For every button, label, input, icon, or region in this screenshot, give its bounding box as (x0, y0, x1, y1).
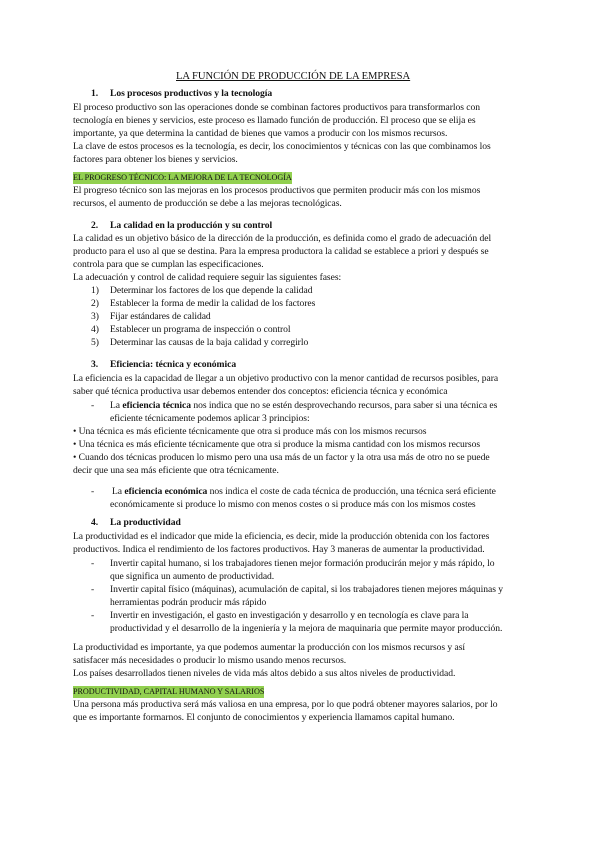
text-run: nos indica que no se estén desprovechando recursos, para saber si una técnica es (191, 400, 498, 411)
efficiency-technical-line (110, 400, 497, 412)
section-3-number: 3. (91, 359, 99, 370)
paragraph-line: saber qué técnica productiva usar debemos entender dos conceptos: eficiencia técnica y económica (73, 386, 448, 397)
paragraph-line: factores para obtener los bienes y servicios. (73, 154, 238, 165)
paragraph-line: recursos, el aumento de producción se debe a las mejoras tecnológicas. (73, 198, 342, 209)
phase-number: 1) (91, 285, 99, 296)
paragraph-line: económicamente si produce lo mismo con menos costes o si produce más con los mismos costes (110, 499, 476, 510)
paragraph-line: El progreso técnico son las mejoras en los procesos productivos que permiten producir más con los mismos (73, 185, 481, 196)
section-3-heading: Eficiencia: técnica y económica (110, 359, 237, 370)
productivity-item: Invertir capital humano, si los trabajadores tienen mejor formación producirán mejor y más rápido, lo (110, 558, 495, 569)
paragraph-line: La clave de estos procesos es la tecnología, es decir, los conocimientos y técnicas con las que combinamos los (73, 141, 491, 152)
phase-number: 2) (91, 298, 99, 309)
paragraph-line: que es importante formarnos. El conjunto de conocimientos y experiencia llamamos capital humano. (73, 712, 455, 723)
efficiency-economic-line (112, 486, 496, 498)
bullet-line: decir que una sea más eficiente que otra técnicamente. (73, 465, 279, 476)
page-title: LA FUNCIÓN DE PRODUCCIÓN DE LA EMPRESA (176, 71, 411, 82)
phase-item: Establecer un programa de inspección o control (110, 324, 291, 335)
paragraph-line: eficiente técnicamente podemos aplicar 3 principios: (110, 413, 310, 424)
paragraph-line: La productividad es el indicador que mide la eficiencia, es decir, mide la producción obtenida con los factores (73, 531, 490, 542)
bullet-line: • Una técnica es más eficiente técnicamente que otra si produce más con los mismos recursos (73, 426, 427, 437)
bullet-line: • Una técnica es más eficiente técnicamente que otra si produce la misma cantidad con los mismos recursos (73, 439, 481, 450)
phase-item: Establecer la forma de medir la calidad de los factores (110, 298, 316, 309)
highlight-heading-productividad: PRODUCTIVIDAD, CAPITAL HUMANO Y SALARIOS (73, 686, 264, 698)
section-2-heading: La calidad en la producción y su control (110, 220, 273, 231)
list-dash: - (91, 400, 95, 411)
phase-number: 3) (91, 311, 99, 322)
productivity-item: Invertir en investigación, el gasto en investigación y desarrollo y en tecnología es clave para la (110, 610, 469, 621)
paragraph-line: El proceso productivo son las operaciones donde se combinan factores productivos para transformarlos con (73, 102, 480, 113)
term-eficiencia-economica: eficiencia económica (124, 486, 208, 497)
text-run: nos indica el coste de cada técnica de producción, una técnica será eficiente (207, 486, 496, 497)
section-1-heading: Los procesos productivos y la tecnología (110, 88, 273, 99)
phase-item: Determinar los factores de los que depende la calidad (110, 285, 313, 296)
section-4-heading: La productividad (110, 517, 181, 528)
paragraph-line: La eficiencia es la capacidad de llegar a un objetivo productivo con la menor cantidad de recursos posibles, para (73, 373, 499, 384)
paragraph-line: Los países desarrollados tienen niveles de vida más altos debido a sus altos niveles de productividad. (73, 668, 456, 679)
phase-number: 5) (91, 337, 99, 348)
list-dash: - (91, 486, 95, 497)
text-run: La (112, 486, 125, 497)
productivity-item: herramientas podrán producir más rápido (110, 597, 267, 608)
paragraph-line: controla para que se cumplan las especificaciones. (73, 259, 264, 270)
paragraph-line: importante, ya que determina la cantidad de bienes que vamos a producir con los mismos recursos. (73, 128, 448, 139)
list-dash: - (91, 584, 95, 595)
term-eficiencia-tecnica: eficiencia técnica (122, 400, 191, 411)
paragraph-line: satisfacer más necesidades o producir lo mismo usando menos recursos. (73, 655, 347, 666)
productivity-item: productividad y el desarrollo de la ingeniería y la mejora de maquinaria que permite mayor producción. (110, 623, 503, 634)
paragraph-line: producto para el uso al que se destina. Para la empresa productora la calidad se establece a priori y después se (73, 246, 489, 257)
section-4-number: 4. (91, 517, 99, 528)
paragraph-line: productivos. Indica el rendimiento de los factores productivos. Hay 3 maneras de aumentar la productividad. (73, 544, 485, 555)
list-dash: - (91, 558, 95, 569)
phase-number: 4) (91, 324, 99, 335)
highlight-heading-progreso: EL PROGRESO TÉCNICO: LA MEJORA DE LA TECNOLOGÍA (73, 172, 292, 184)
bullet-line: • Cuando dos técnicas producen lo mismo pero una usa más de un factor y la otra usa más de otro no se puede (73, 452, 490, 463)
paragraph-line: La calidad es un objetivo básico de la dirección de la producción, es definida como el grado de adecuación del (73, 233, 492, 244)
phase-item: Determinar las causas de la baja calidad y corregirlo (110, 337, 309, 348)
section-2-number: 2. (91, 220, 99, 231)
paragraph-line: Una persona más productiva será más valiosa en una empresa, por lo que podrá obtener mayores salarios, por lo (73, 699, 498, 710)
text-run: La (110, 400, 123, 411)
paragraph-line: La adecuación y control de calidad requiere seguir las siguientes fases: (73, 272, 342, 283)
section-1-number: 1. (91, 88, 99, 99)
paragraph-line: tecnología en bienes y servicios, este proceso es llamado función de producción. El proceso que se elija es (73, 115, 476, 126)
list-dash: - (91, 610, 95, 621)
paragraph-line: La productividad es importante, ya que podemos aumentar la producción con los mismos recursos y así (73, 642, 466, 653)
phase-item: Fijar estándares de calidad (110, 311, 211, 322)
productivity-item: Invertir capital físico (máquinas), acumulación de capital, si los trabajadores tienen mejores máquinas y (110, 584, 504, 595)
productivity-item: que significa un aumento de productividad. (110, 571, 275, 582)
